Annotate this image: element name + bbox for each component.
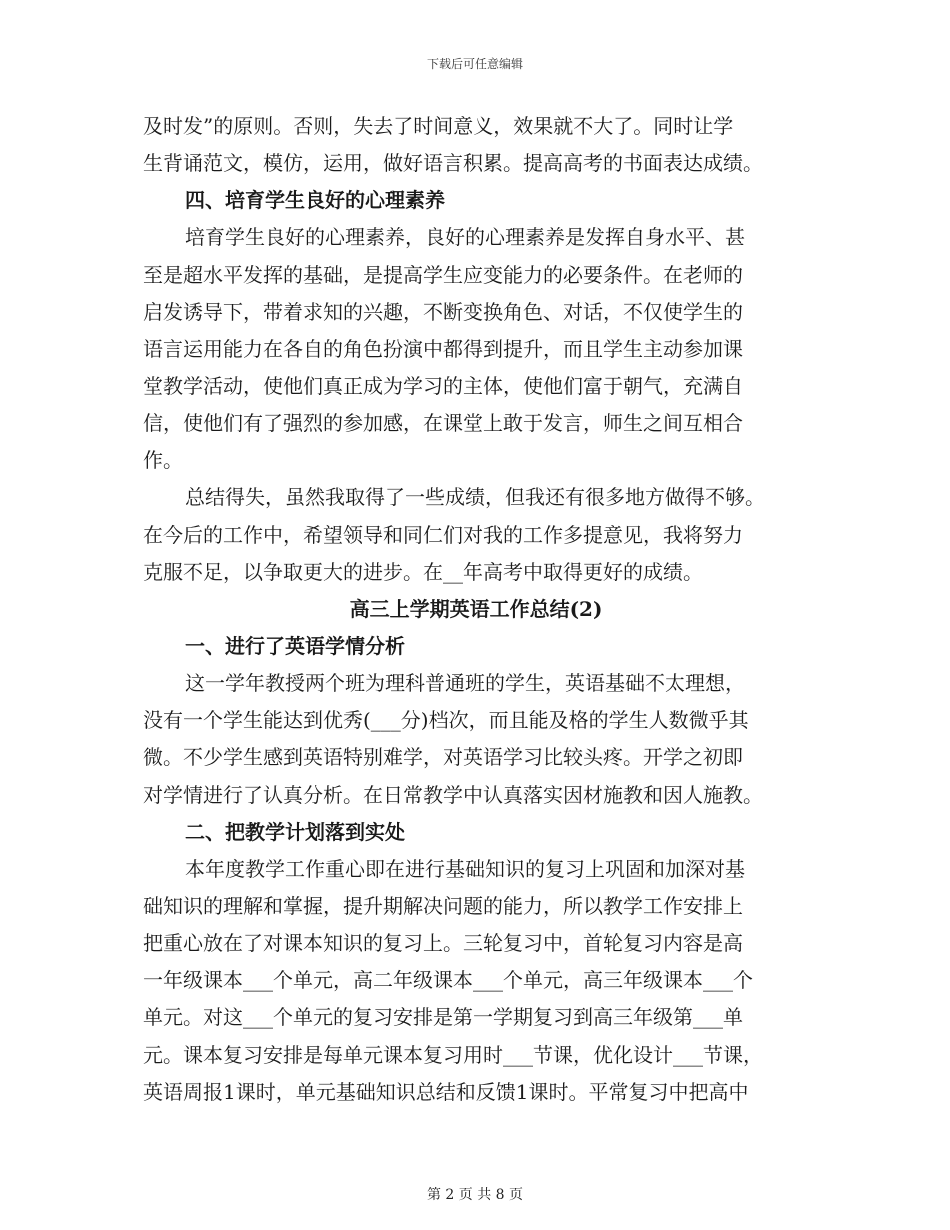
text-line: 及时发”的原则。否则，失去了时间意义，效果就不大了。同时让学 [143, 114, 734, 138]
text-line: 本年度教学工作重心即在进行基础知识的复习上巩固和加深对基 [185, 856, 745, 881]
text-line: 一年级课本___个单元，高二年级课本___个单元，高三年级课本___个 [143, 968, 753, 993]
text-line: 对学情进行了认真分析。在日常教学中认真落实因材施教和因人施教。 [143, 782, 763, 807]
text-line: 语言运用能力在各自的角色扮演中都得到提升，而且学生主动参加课 [143, 336, 743, 361]
text-line: 启发诱导下，带着求知的兴趣，不断变换角色、对话，不仅使学生的 [143, 299, 743, 324]
section-heading: 一、进行了英语学情分析 [185, 633, 405, 658]
document-body [143, 108, 809, 1111]
text-line: 把重心放在了对课本知识的复习上。三轮复习中，首轮复习内容是高 [143, 931, 743, 956]
text-line: 信，使他们有了强烈的参加感，在课堂上敢于发言，师生之间互相合 [143, 411, 743, 436]
section-title: 高三上学期英语工作总结(2) [349, 596, 603, 621]
text-line: 总结得失，虽然我取得了一些成绩，但我还有很多地方做得不够。 [185, 485, 765, 510]
text-line: 堂教学活动，使他们真正成为学习的主体，使他们富于朝气，充满自 [143, 373, 743, 398]
text-line: 础知识的理解和掌握，提升期解决问题的能力，所以教学工作安排上 [143, 893, 743, 918]
text-line: 作。 [143, 448, 183, 473]
text-line: 培育学生良好的心理素养，良好的心理素养是发挥自身水平、甚 [185, 225, 745, 250]
text-line: 至是超水平发挥的基础，是提高学生应变能力的必要条件。在老师的 [143, 262, 743, 287]
text-line: 微。不少学生感到英语特别难学，对英语学习比较头疼。开学之初即 [143, 745, 743, 770]
text-line: 英语周报1课时，单元基础知识总结和反馈1课时。平常复习中把高中 [143, 1079, 749, 1104]
section-heading: 四、培育学生良好的心理素养 [185, 188, 445, 213]
page-number: 第 2 页 共 8 页 [426, 1187, 524, 1203]
page-header-note: 下载后可任意编辑 [426, 57, 523, 71]
section-heading: 二、把教学计划落到实处 [185, 819, 405, 844]
text-line: 生背诵范文，模仿，运用，做好语言积累。提高高考的书面表达成绩。 [143, 151, 763, 176]
text-line: 没有一个学生能达到优秀(___分)档次，而且能及格的学生人数微乎其 [143, 708, 749, 733]
text-line: 在今后的工作中，希望领导和同仁们对我的工作多提意见，我将努力 [143, 522, 743, 547]
text-line: 克服不足，以争取更大的进步。在__年高考中取得更好的成绩。 [143, 559, 703, 584]
text-line: 单元。对这___个单元的复习安排是第一学期复习到高三年级第___单 [143, 1005, 743, 1030]
text-line: 元。课本复习安排是每单元课本复习用时___节课，优化设计___节课， [143, 1042, 763, 1067]
text-line: 这一学年教授两个班为理科普通班的学生，英语基础不太理想， [185, 671, 745, 696]
